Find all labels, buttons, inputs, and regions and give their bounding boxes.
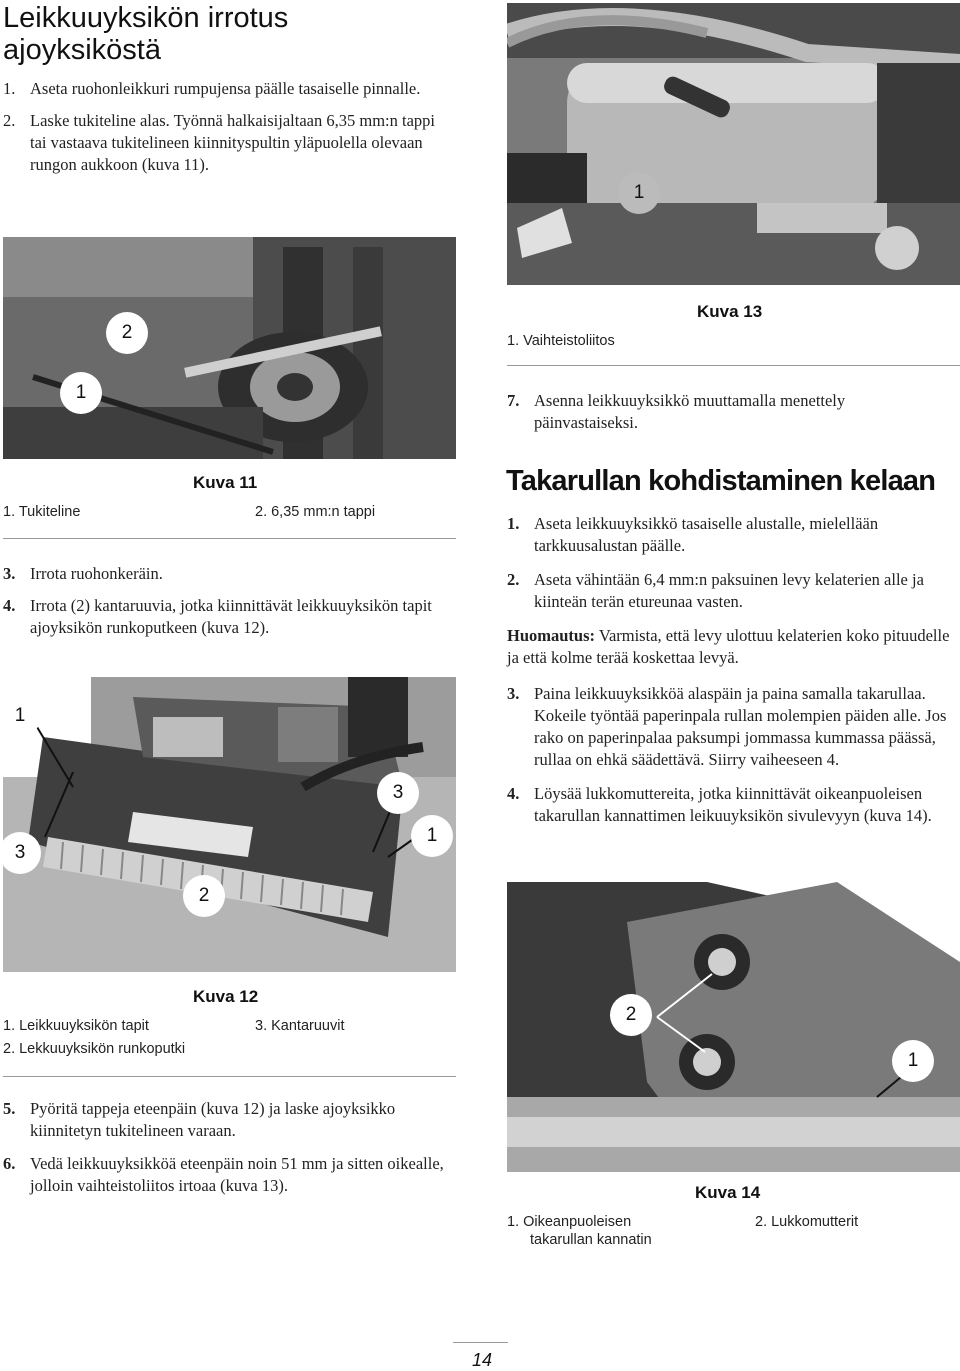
figure-14-caption-1 xyxy=(507,1213,652,1249)
step-text: Laske tukiteline alas. Työnnä halkaisijaltaan 6,35 mm:n tappi tai vastaava tukitelineen kiinnityspultin yläpuolella olevaan rungon aukkoon (kuva 11). xyxy=(30,111,435,174)
figure-14-photo xyxy=(507,882,960,1172)
step-number: 6. xyxy=(3,1154,16,1173)
step-4 xyxy=(3,595,443,639)
steps-bottom xyxy=(3,1098,448,1197)
figure-12-photo xyxy=(3,677,456,972)
step-3 xyxy=(3,563,443,585)
figure-12-image xyxy=(3,677,456,972)
page-number-rule xyxy=(453,1342,508,1343)
section-title-line2: ajoyksiköstä xyxy=(3,34,161,66)
step-text: Aseta leikkuuyksikkö tasaiselle alustalle, mielellään tarkkuusalustan päälle. xyxy=(534,514,879,555)
figure-14-callout-2: 2 xyxy=(610,994,652,1036)
step-6 xyxy=(3,1153,448,1197)
figure-12-callout-1b: 1 xyxy=(411,815,453,857)
divider xyxy=(507,365,960,366)
step-text: Paina leikkuuyksikköä alaspäin ja paina samalla takarullaa. Kokeile työntää paperinpala rullan molempien päiden alle. Jos rako on paperinpalaa paksumpi jommassa kummassa päässä, rullaa on ehkä säädettävä. Siirry vaiheeseen 4. xyxy=(534,684,947,769)
note-label: Huomautus: xyxy=(507,626,596,645)
figure-11-callout-2: 2 xyxy=(106,312,148,354)
figure-12-caption-3: 3. Kantaruuvit xyxy=(255,1018,345,1034)
figure-14-caption-1-line2: takarullan kannatin xyxy=(530,1232,652,1248)
figure-12-callout-3b: 3 xyxy=(377,772,419,814)
step-text: Aseta vähintään 6,4 mm:n paksuinen levy kelaterien alle ja kiinteän terän etureunaa vasten. xyxy=(534,570,924,611)
figure-11-caption-1: 1. Tukiteline xyxy=(3,504,81,520)
figure-11-caption-2: 2. 6,35 mm:n tappi xyxy=(255,504,376,520)
step-text: Aseta ruohonleikkuri rumpujensa päälle tasaiselle pinnalle. xyxy=(30,79,421,98)
figure-14-caption-2: 2. Lukkomutterit xyxy=(755,1214,859,1230)
step-number: 7. xyxy=(507,391,520,410)
figure-14-caption-1-line1: 1. Oikeanpuoleisen xyxy=(507,1214,632,1230)
figure-12-caption-1: 1. Leikkuuyksikön tapit xyxy=(3,1018,149,1034)
step-number: 3. xyxy=(3,564,16,583)
figure-14-callout-1: 1 xyxy=(892,1040,934,1082)
step-number: 1. xyxy=(507,514,520,533)
step-text: Asenna leikkuuyksikkö muuttamalla menettely päinvastaiseksi. xyxy=(534,391,846,432)
figure-13-photo xyxy=(507,3,960,285)
step-5 xyxy=(3,1098,448,1142)
divider xyxy=(3,538,456,539)
section2-title: Takarullan kohdistaminen kelaan xyxy=(506,465,936,497)
figure-14-title: Kuva 14 xyxy=(695,1183,761,1202)
figure-13-callout-1: 1 xyxy=(618,172,660,214)
divider xyxy=(3,1076,456,1077)
section-title-line1: Leikkuuyksikön irrotus xyxy=(3,2,289,34)
step-s2-2 xyxy=(507,569,952,613)
page-number: 14 xyxy=(472,1350,493,1370)
step-s2-1 xyxy=(507,513,952,557)
step-number: 1. xyxy=(3,79,16,98)
step-1 xyxy=(3,78,443,100)
step-text: Irrota (2) kantaruuvia, jotka kiinnittävät leikkuuyksikön tapit ajoyksikön runkoputkeen (kuva 12). xyxy=(30,596,432,637)
figure-11-callout-1: 1 xyxy=(60,372,102,414)
step-text: Löysää lukkomuttereita, jotka kiinnittävät oikeanpuoleisen takarullan kannattimen leikuuyksikön sivulevyyn (kuva 14). xyxy=(534,784,932,825)
figure-12-callout-2: 2 xyxy=(183,875,225,917)
step-number: 3. xyxy=(507,684,520,703)
figure-14-image xyxy=(507,882,960,1172)
section-title xyxy=(3,2,288,66)
figure-11-title: Kuva 11 xyxy=(193,473,258,492)
figure-12-callout-1a: 1 xyxy=(0,695,41,737)
step-number: 4. xyxy=(3,596,16,615)
step-text: Vedä leikkuuyksikköä eteenpäin noin 51 mm ja sitten oikealle, jolloin vaihteistoliitos irtoaa (kuva 13). xyxy=(30,1154,444,1195)
step-number: 2. xyxy=(507,570,520,589)
figure-13-title: Kuva 13 xyxy=(697,302,763,321)
steps-mid xyxy=(3,563,443,639)
figure-12-title: Kuva 12 xyxy=(193,987,259,1006)
figure-13-caption-1: 1. Vaihteistoliitos xyxy=(507,333,615,349)
steps-section2 xyxy=(507,513,952,827)
step-number: 5. xyxy=(3,1099,16,1118)
note-text: Varmista, että levy ulottuu kelaterien koko pituudelle ja että kolme terää koskettaa levyä. xyxy=(507,626,950,667)
step-text: Irrota ruohonkeräin. xyxy=(30,564,163,583)
figure-12-caption-2: 2. Lekkuuyksikön runkoputki xyxy=(3,1041,186,1057)
note xyxy=(507,625,952,669)
step-s2-4 xyxy=(507,783,952,827)
step-number: 4. xyxy=(507,784,520,803)
figure-12-callout-3a: 3 xyxy=(0,832,41,874)
step-2 xyxy=(3,110,443,176)
step-text: Pyöritä tappeja eteenpäin (kuva 12) ja laske ajoyksikko kiinnitetyn tukitelineen varaan. xyxy=(30,1099,396,1140)
step-s2-3 xyxy=(507,683,952,771)
figure-13-image xyxy=(507,3,960,285)
figure-11-image xyxy=(3,237,456,459)
steps-top xyxy=(3,78,443,176)
step-number: 2. xyxy=(3,111,16,130)
figure-11-photo xyxy=(3,237,456,459)
step-7 xyxy=(507,390,952,434)
